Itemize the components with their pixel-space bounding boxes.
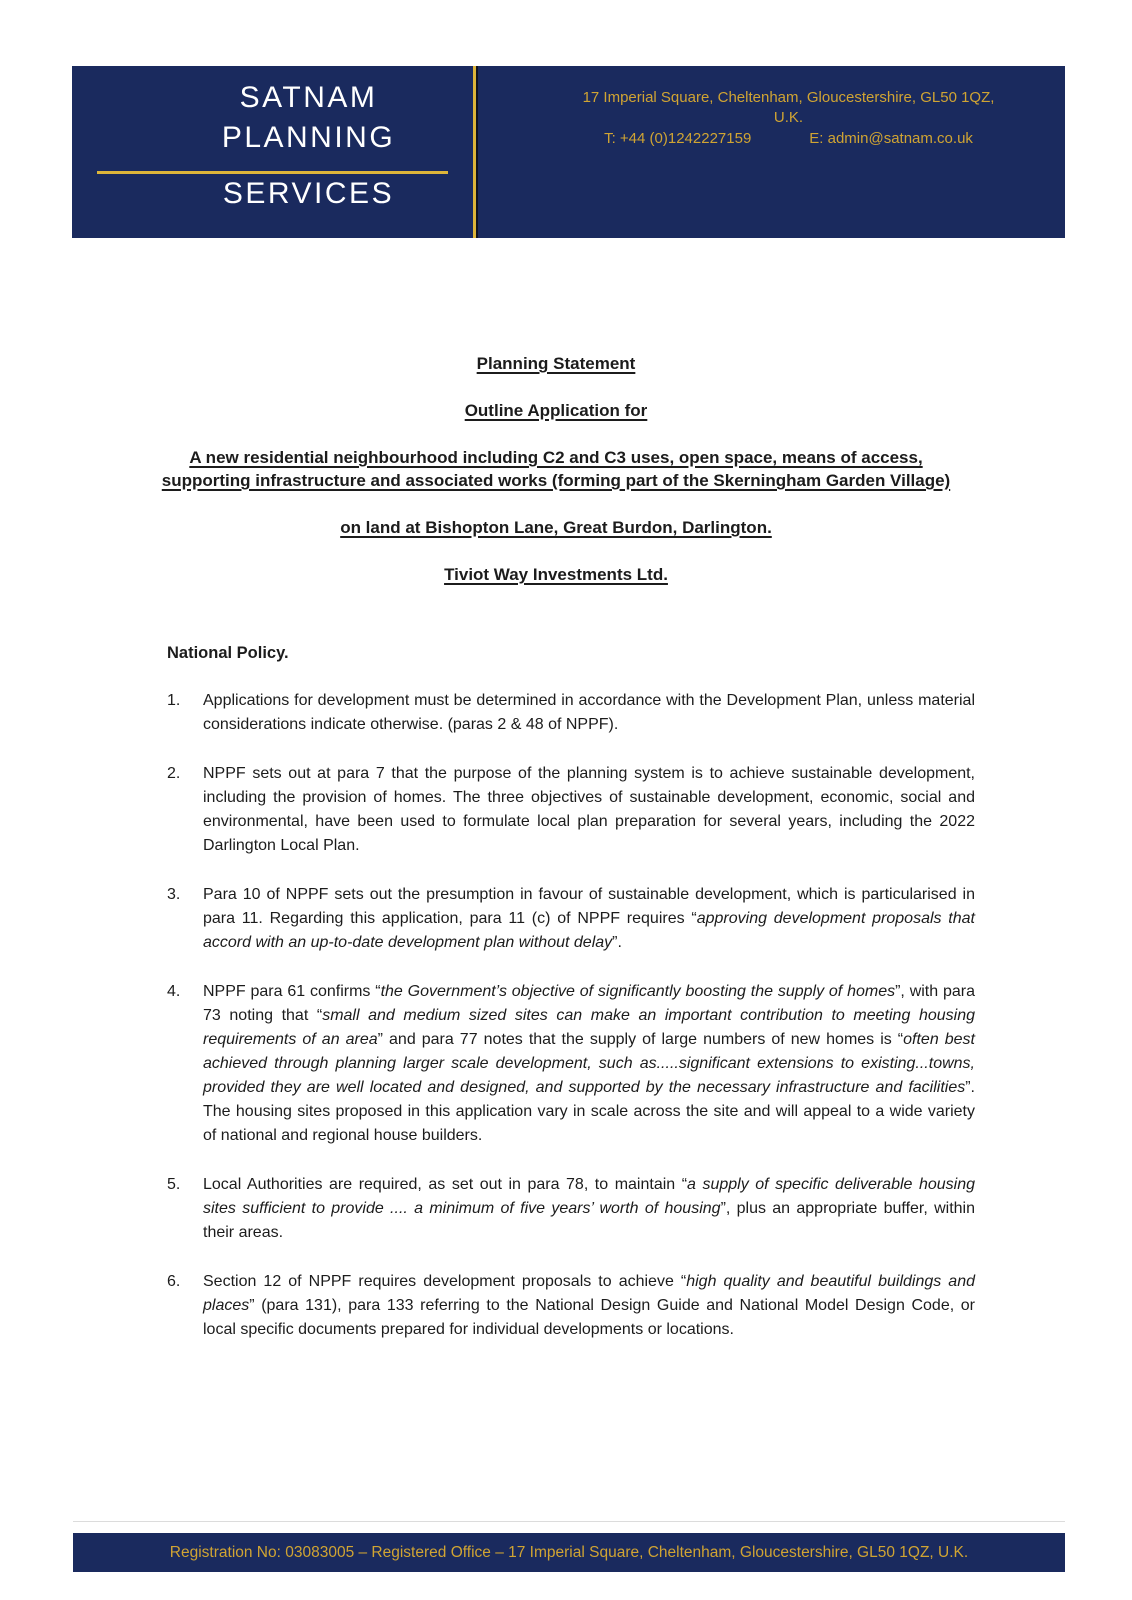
numbered-paragraph — [167, 689, 975, 737]
body-block — [167, 641, 975, 1367]
contact-address-line1: 17 Imperial Square, Cheltenham, Gloucestershire, GL50 1QZ, — [582, 89, 995, 106]
paragraph-text: Para 10 of NPPF sets out the presumption in favour of sustainable development, which is particularised in para 11. Regarding this application, para 11 (c) of NPPF requires “approving development proposals that accord with an up-to-date development plan without delay”. — [203, 886, 975, 951]
paragraph-text: NPPF para 61 confirms “the Government’s objective of significantly boosting the supply of homes”, with para 73 noting that “small and medium sized sites can make an important contribution to meeting housing requirements of an area” and para 77 notes that the supply of large numbers of new homes is “often best achieved through planning larger scale development, such as.....significant extensions to existing...towns, provided they are well located and designed, and supported by the necessary infrastructure and facilities”. The housing sites proposed in this application vary in scale across the site and will appeal to a wide variety of national and regional house builders. — [203, 983, 976, 1144]
paragraph-number: 6. — [167, 1273, 181, 1290]
footer-registration-bar: Registration No: 03083005 – Registered Office – 17 Imperial Square, Cheltenham, Gloucestershire, GL50 1QZ, U.K. — [73, 1533, 1065, 1572]
development-description-title: A new residential neighbourhood including C2 and C3 uses, open space, means of access, supporting infrastructure and associated works (forming part of the Skerningham Garden Village) — [161, 448, 951, 490]
paragraph-number: 4. — [167, 983, 181, 1000]
applicant-title: Tiviot Way Investments Ltd. — [444, 565, 668, 584]
contact-phone: T: +44 (0)1242227159 — [604, 130, 752, 147]
paragraph-text: Local Authorities are required, as set out in para 78, to maintain “a supply of specific deliverable housing sites sufficient to provide .... a minimum of five years’ worth of housing”, plus an appropriate buffer, within their areas. — [203, 1176, 976, 1241]
paragraph-text: NPPF sets out at para 7 that the purpose of the planning system is to achieve sustainable development, including the provision of homes. The three objectives of sustainable development, economic, social and environmental, have been used to formulate local plan preparation for several years, including the 2022 Darlington Local Plan. — [203, 765, 975, 854]
contact-email: E: admin@satnam.co.uk — [809, 130, 973, 147]
contact-address-line2: U.K. — [773, 109, 804, 126]
brand-name-line1: SATNAM — [239, 81, 378, 114]
paragraph-number: 1. — [167, 692, 181, 709]
contact-phone-email-row — [522, 129, 1055, 149]
application-type-title: Outline Application for — [464, 401, 648, 420]
letterhead — [72, 66, 1065, 238]
numbered-paragraph — [167, 762, 975, 858]
paragraph-number: 2. — [167, 765, 181, 782]
title-block — [156, 352, 956, 610]
numbered-paragraph — [167, 1173, 975, 1245]
paragraph-text: Applications for development must be determined in accordance with the Development Plan, unless material considerations indicate otherwise. (paras 2 & 48 of NPPF). — [203, 692, 975, 733]
brand-block — [72, 66, 473, 238]
numbered-paragraph — [167, 1270, 975, 1342]
paragraph-list — [167, 689, 975, 1342]
site-location-title: on land at Bishopton Lane, Great Burdon, Darlington. — [340, 518, 772, 537]
section-heading: National Policy. — [167, 644, 289, 662]
paragraph-number: 3. — [167, 886, 181, 903]
numbered-paragraph — [167, 883, 975, 955]
brand-name-line2: PLANNING — [221, 121, 396, 154]
brand-name-line3: SERVICES — [222, 177, 395, 210]
contact-block — [478, 66, 1065, 238]
paragraph-number: 5. — [167, 1176, 181, 1193]
footer-hairline — [73, 1521, 1065, 1522]
numbered-paragraph — [167, 980, 975, 1148]
document-title: Planning Statement — [476, 354, 636, 373]
paragraph-text: Section 12 of NPPF requires development proposals to achieve “high quality and beautiful buildings and places” (para 131), para 133 referring to the National Design Guide and National Model Design Code, or local specific documents prepared for individual developments or locations. — [203, 1273, 975, 1338]
